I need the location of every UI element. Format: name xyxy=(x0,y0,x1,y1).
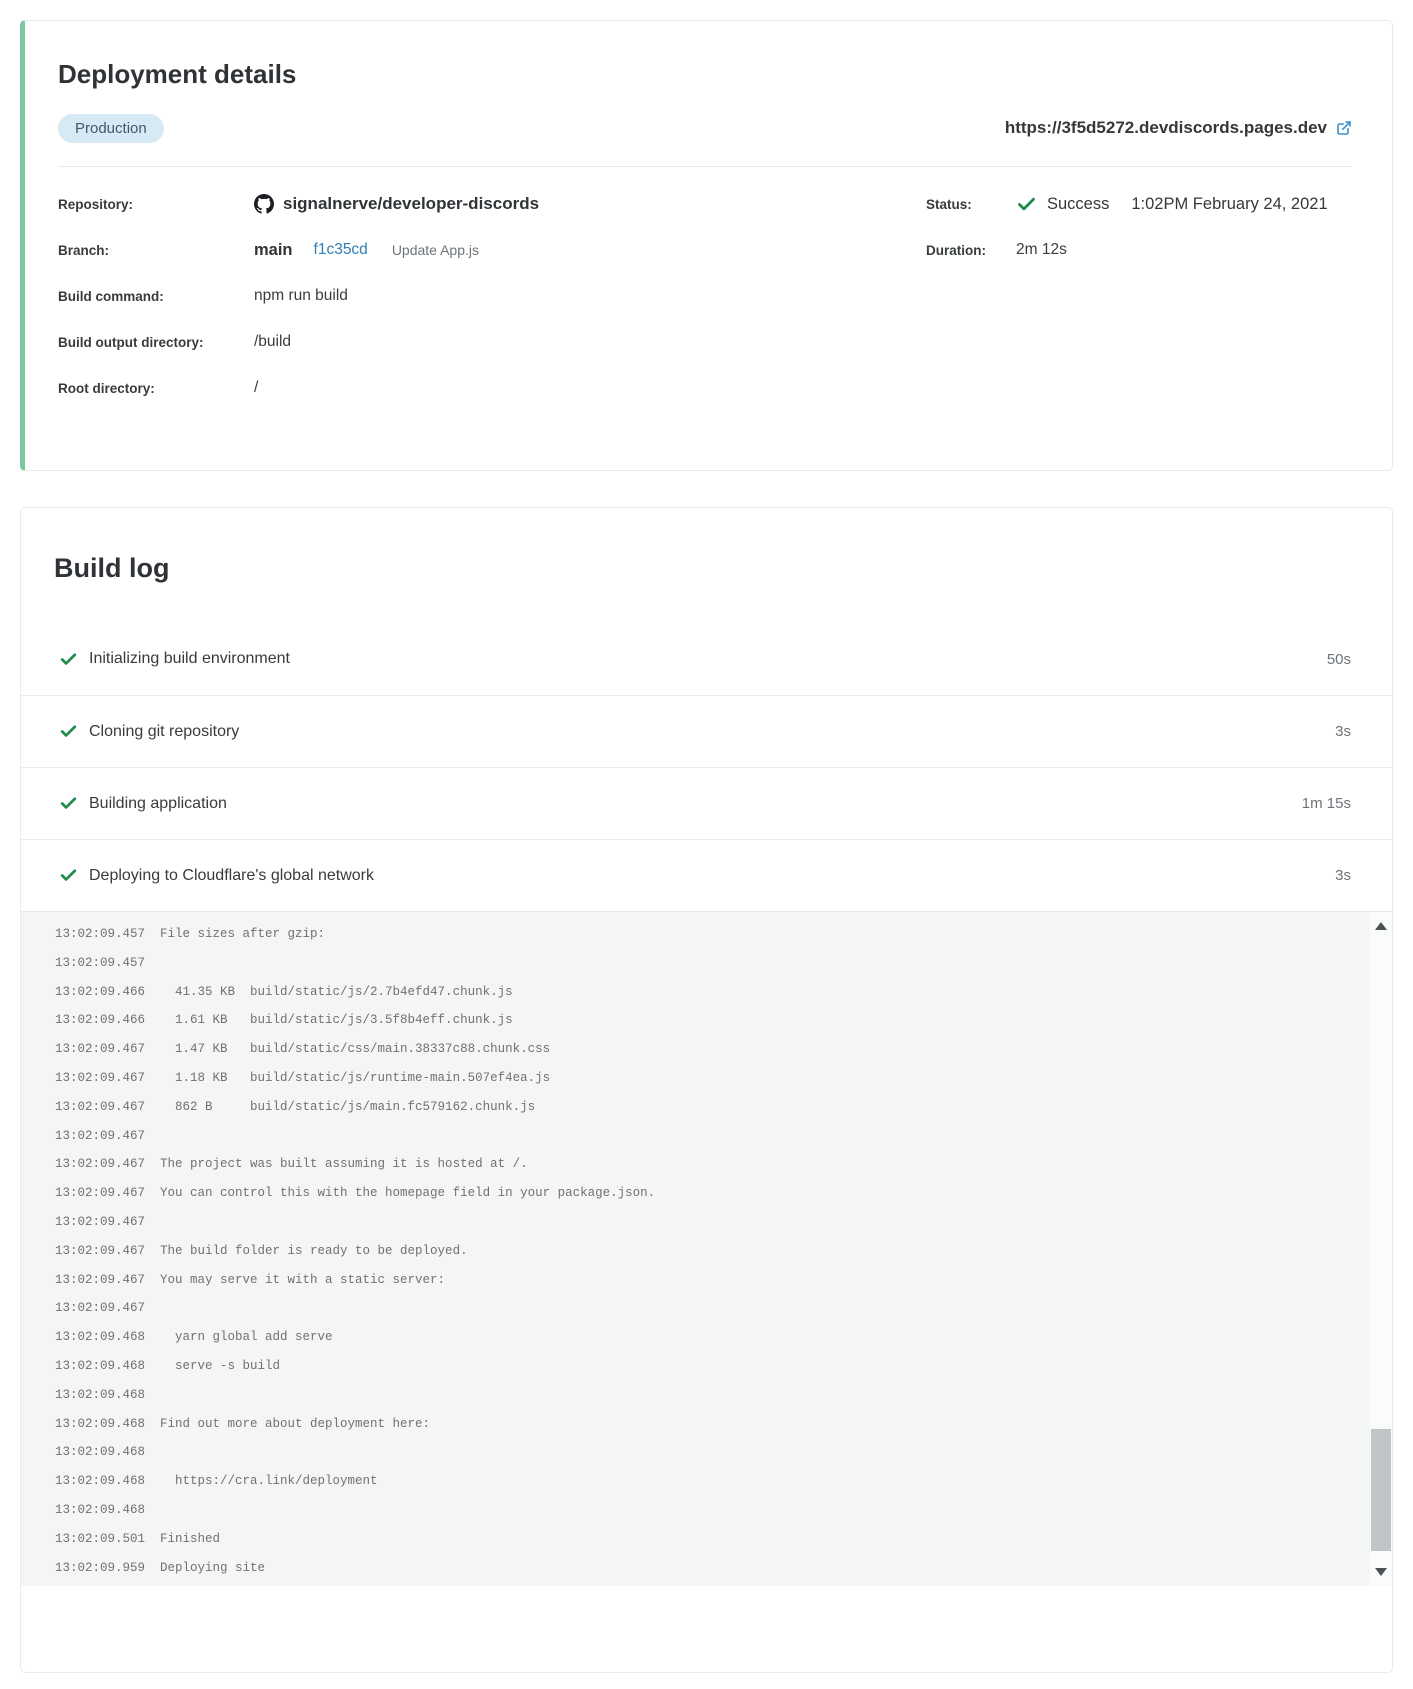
check-icon xyxy=(59,722,78,741)
repository-name: signalnerve/developer-discords xyxy=(283,194,540,213)
commit-message: Update App.js xyxy=(391,242,479,258)
log-timestamp: 13:02:09.468 xyxy=(55,1502,146,1517)
repository-value xyxy=(254,194,539,214)
check-icon xyxy=(59,650,78,669)
root-directory-value: / xyxy=(254,379,259,396)
log-text: serve -s build xyxy=(160,1358,281,1373)
badge-url-row xyxy=(58,113,1352,143)
log-text: 41.35 KB build/static/js/2.7b4efd47.chunk.js xyxy=(160,984,513,999)
log-timestamp: 13:02:09.467 xyxy=(55,1128,146,1143)
log-timestamp: 13:02:09.467 xyxy=(55,1186,146,1201)
log-line xyxy=(55,1294,1362,1323)
build-step-row[interactable] xyxy=(21,623,1392,695)
log-line xyxy=(55,1208,1362,1237)
repository-row xyxy=(58,181,926,227)
log-line xyxy=(55,1554,1362,1583)
log-timestamp: 13:02:09.467 xyxy=(55,1272,146,1287)
build-step-row[interactable] xyxy=(21,695,1392,767)
log-timestamp: 13:02:09.468 xyxy=(55,1474,146,1489)
log-line xyxy=(55,1352,1362,1381)
log-timestamp: 13:02:09.457 xyxy=(55,927,146,941)
log-timestamp: 13:02:09.466 xyxy=(55,1013,146,1028)
log-timestamp: 13:02:09.467 xyxy=(55,1301,146,1316)
deployment-details-card xyxy=(20,20,1393,471)
success-check-icon xyxy=(1016,194,1037,215)
duration-value: 2m 12s xyxy=(1016,241,1067,258)
log-timestamp: 13:02:09.959 xyxy=(55,1560,146,1575)
status-row xyxy=(926,181,1352,227)
log-timestamp: 13:02:09.468 xyxy=(55,1416,146,1431)
log-text: File sizes after gzip: xyxy=(160,927,326,941)
log-timestamp: 13:02:09.468 xyxy=(55,1358,146,1373)
status-timestamp: 1:02PM February 24, 2021 xyxy=(1131,194,1328,213)
check-icon xyxy=(59,794,78,813)
log-text: The project was built assuming it is hosted at /. xyxy=(160,1157,528,1172)
build-log-card xyxy=(20,507,1393,1673)
log-timestamp: 13:02:09.467 xyxy=(55,1157,146,1172)
log-text: Deploying site xyxy=(160,1560,266,1575)
divider xyxy=(58,166,1352,167)
log-line xyxy=(55,1093,1362,1122)
environment-badge: Production xyxy=(58,114,164,143)
deployment-fields xyxy=(58,181,1352,411)
log-text: The build folder is ready to be deployed. xyxy=(160,1243,468,1258)
log-line xyxy=(55,1237,1362,1266)
build-log-title: Build log xyxy=(54,553,170,583)
build-output-directory-label: Build output directory: xyxy=(58,334,204,350)
log-line xyxy=(55,1035,1362,1064)
deployment-fields-left xyxy=(58,181,926,411)
log-timestamp: 13:02:09.466 xyxy=(55,984,146,999)
branch-name: main xyxy=(254,240,293,259)
deployment-fields-right xyxy=(926,181,1352,411)
build-output-directory-row xyxy=(58,319,926,365)
log-text: https://cra.link/deployment xyxy=(160,1474,378,1489)
log-line xyxy=(55,1006,1362,1035)
log-text: 862 B build/static/js/main.fc579162.chunk.js xyxy=(160,1099,536,1114)
deployment-url: https://3f5d5272.devdiscords.pages.dev xyxy=(1004,118,1327,137)
log-line xyxy=(55,1266,1362,1295)
log-text: You can control this with the homepage field in your package.json. xyxy=(160,1186,656,1201)
log-text: 1.61 KB build/static/js/3.5f8b4eff.chunk.js xyxy=(160,1013,513,1028)
log-timestamp: 13:02:09.467 xyxy=(55,1099,146,1114)
log-lines xyxy=(21,912,1392,1582)
root-directory-row xyxy=(58,365,926,411)
log-timestamp: 13:02:09.468 xyxy=(55,1445,146,1460)
scrollbar-down-button[interactable] xyxy=(1370,1558,1392,1586)
log-line xyxy=(55,1467,1362,1496)
log-timestamp: 13:02:09.501 xyxy=(55,1531,146,1546)
log-text: 1.18 KB build/static/js/runtime-main.507ef4ea.js xyxy=(160,1070,551,1085)
step-label: Deploying to Cloudflare's global network xyxy=(89,866,374,884)
log-text: Find out more about deployment here: xyxy=(160,1416,431,1431)
log-text: You may serve it with a static server: xyxy=(160,1272,446,1287)
log-line xyxy=(55,1410,1362,1439)
scrollbar-up-button[interactable] xyxy=(1370,912,1392,940)
log-line xyxy=(55,1150,1362,1179)
check-icon xyxy=(59,866,78,885)
step-duration: 3s xyxy=(1335,723,1351,740)
log-timestamp: 13:02:09.468 xyxy=(55,1330,146,1345)
log-line xyxy=(55,1064,1362,1093)
scrollbar-thumb[interactable] xyxy=(1371,1429,1391,1551)
log-line xyxy=(55,978,1362,1007)
step-label: Cloning git repository xyxy=(89,722,240,740)
log-line xyxy=(55,1122,1362,1151)
log-line xyxy=(55,1525,1362,1554)
commit-sha-link[interactable]: f1c35cd xyxy=(313,241,368,258)
status-value: Success xyxy=(1047,194,1110,213)
log-line xyxy=(55,920,1362,949)
step-label: Initializing build environment xyxy=(89,650,290,667)
log-timestamp: 13:02:09.467 xyxy=(55,1070,146,1085)
step-duration: 50s xyxy=(1326,650,1351,668)
status-label: Status: xyxy=(926,196,972,212)
duration-row xyxy=(926,227,1352,273)
github-icon xyxy=(254,194,274,214)
build-step-row[interactable] xyxy=(21,839,1392,911)
log-text: yarn global add serve xyxy=(160,1330,333,1345)
log-timestamp: 13:02:09.467 xyxy=(55,1042,146,1057)
deployment-url-link[interactable] xyxy=(1005,118,1352,138)
log-timestamp: 13:02:09.467 xyxy=(55,1243,146,1258)
log-timestamp: 13:02:09.468 xyxy=(55,1387,146,1402)
build-command-value: npm run build xyxy=(254,287,348,304)
root-directory-label: Root directory: xyxy=(58,380,155,396)
log-line xyxy=(55,1323,1362,1352)
build-command-label: Build command: xyxy=(58,288,164,304)
log-line xyxy=(55,949,1362,978)
build-output-directory-value: /build xyxy=(254,333,292,350)
repository-label: Repository: xyxy=(58,196,134,212)
log-text: Finished xyxy=(160,1531,221,1546)
log-line xyxy=(55,1496,1362,1525)
step-duration: 3s xyxy=(1335,867,1351,884)
log-line xyxy=(55,1381,1362,1410)
arrow-up-icon xyxy=(1375,922,1387,930)
step-label: Building application xyxy=(89,794,227,812)
branch-row xyxy=(58,227,926,273)
status-value-wrap xyxy=(1016,194,1328,215)
deployment-details-title: Deployment details xyxy=(58,59,297,89)
build-command-row xyxy=(58,273,926,319)
log-text: 1.47 KB build/static/css/main.38337c88.chunk.css xyxy=(160,1042,551,1057)
branch-label: Branch: xyxy=(58,242,110,258)
external-link-icon[interactable] xyxy=(1336,120,1352,136)
log-line xyxy=(55,1179,1362,1208)
duration-label: Duration: xyxy=(926,242,986,258)
arrow-down-icon xyxy=(1375,1568,1387,1576)
build-step-row[interactable] xyxy=(21,767,1392,839)
build-log-output[interactable] xyxy=(21,911,1392,1586)
log-scrollbar[interactable] xyxy=(1370,912,1392,1586)
build-steps-list xyxy=(21,623,1392,911)
log-line xyxy=(55,1438,1362,1467)
step-duration: 1m 15s xyxy=(1301,795,1351,812)
log-timestamp: 13:02:09.467 xyxy=(55,1214,146,1229)
log-timestamp: 13:02:09.457 xyxy=(55,955,146,970)
